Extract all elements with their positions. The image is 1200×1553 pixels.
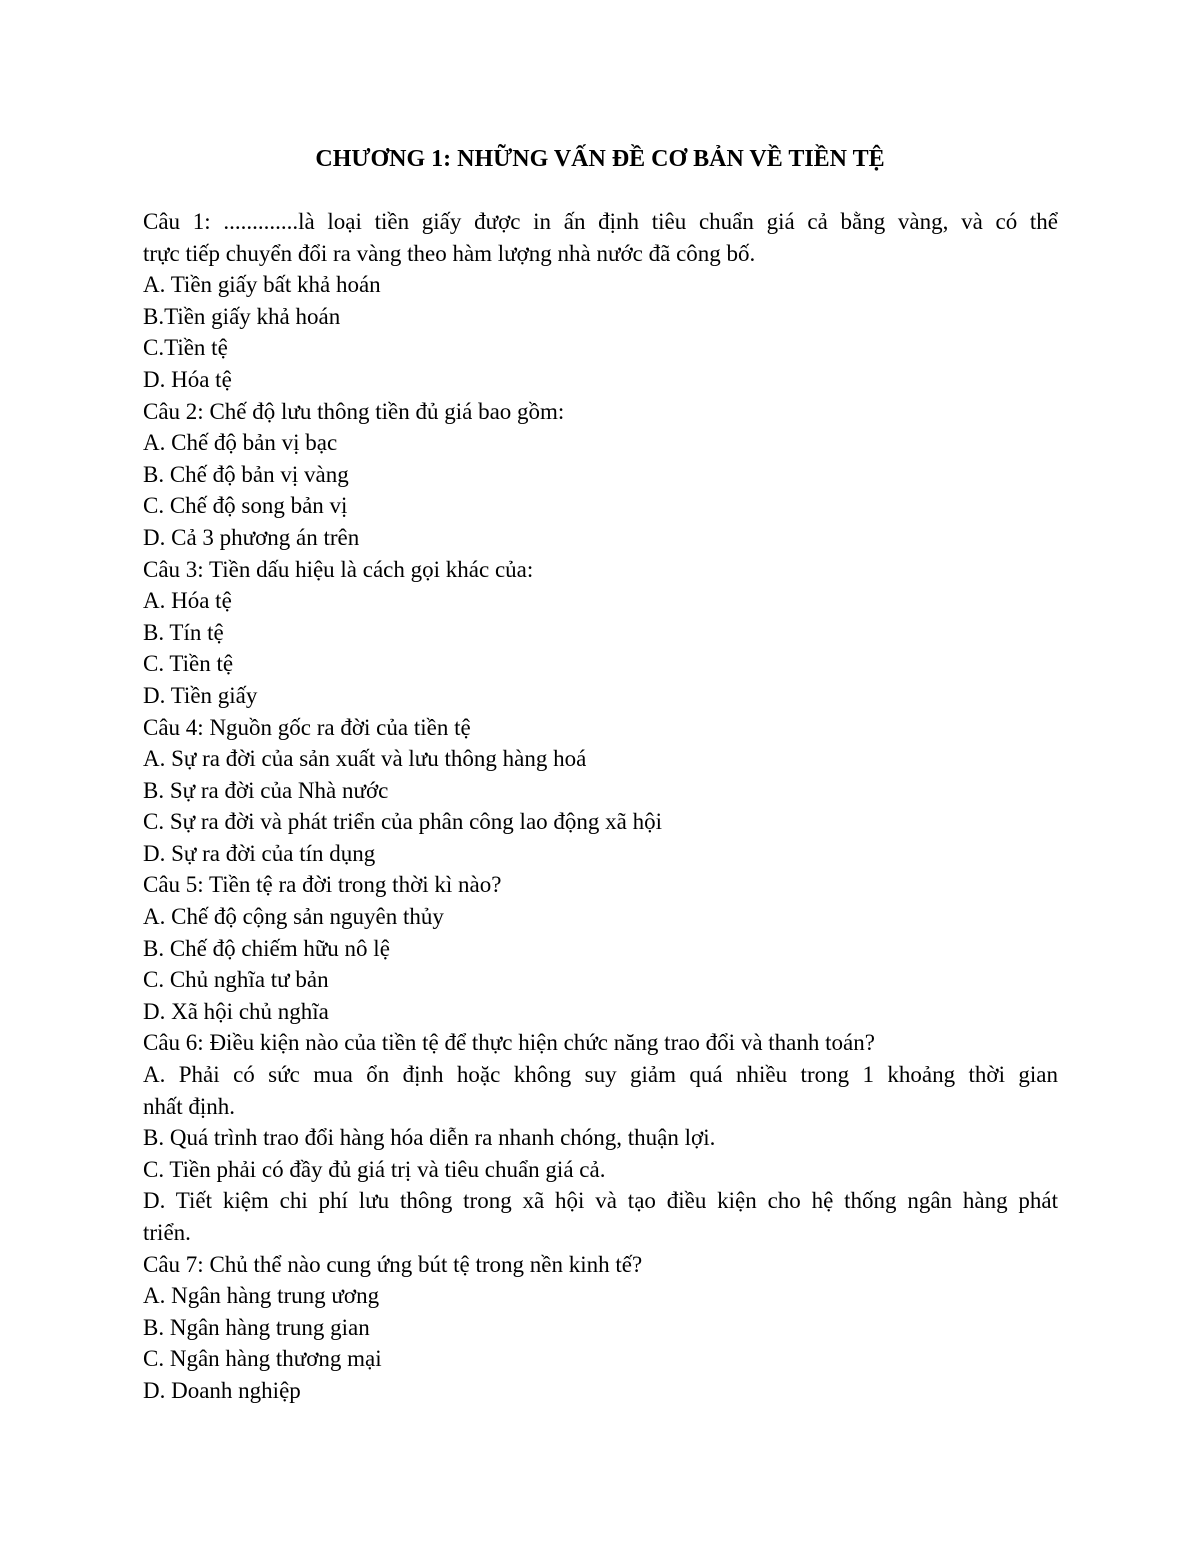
option-3a: A. Hóa tệ (143, 588, 232, 614)
option-6a-line-2: nhất định. (143, 1093, 235, 1119)
option-7c: C. Ngân hàng thương mại (143, 1346, 382, 1372)
option-4d: D. Sự ra đời của tín dụng (143, 840, 376, 866)
question-block-4 (143, 712, 1058, 870)
question-6-line-1: Câu 6: Điều kiện nào của tiền tệ để thực hiện chức năng trao đổi và thanh toán? (143, 1030, 875, 1056)
question-list (143, 206, 1058, 1407)
question-2-line-1: Câu 2: Chế độ lưu thông tiền đủ giá bao gồm: (143, 398, 565, 424)
option-4b: B. Sự ra đời của Nhà nước (143, 777, 389, 803)
option-5c: C. Chủ nghĩa tư bản (143, 967, 329, 993)
option-7d: D. Doanh nghiệp (143, 1377, 301, 1403)
option-7b: B. Ngân hàng trung gian (143, 1314, 370, 1340)
question-5-line-1: Câu 5: Tiền tệ ra đời trong thời kì nào? (143, 872, 502, 898)
question-4-line-1: Câu 4: Nguồn gốc ra đời của tiền tệ (143, 714, 471, 740)
option-1d: D. Hóa tệ (143, 366, 232, 392)
option-1a: A. Tiền giấy bất khả hoán (143, 272, 381, 298)
option-1c: C.Tiền tệ (143, 335, 228, 361)
question-1-line-2: trực tiếp chuyển đổi ra vàng theo hàm lượng nhà nước đã công bố. (143, 240, 756, 266)
option-2b: B. Chế độ bản vị vàng (143, 461, 349, 487)
option-2a: A. Chế độ bản vị bạc (143, 430, 338, 456)
option-6d-line-1: D. Tiết kiệm chi phí lưu thông trong xã hội và tạo điều kiện cho hệ thống ngân hàng phát (143, 1188, 1058, 1214)
question-1-line-1: Câu 1: .............là loại tiền giấy được in ấn định tiêu chuẩn giá cả bằng vàng, và có thể (143, 209, 1058, 234)
chapter-title: CHƯƠNG 1: NHỮNG VẤN ĐỀ CƠ BẢN VỀ TIỀN TỆ (315, 146, 885, 172)
option-7a: A. Ngân hàng trung ương (143, 1283, 380, 1309)
option-6d-line-2: triển. (143, 1220, 191, 1245)
option-2d: D. Cả 3 phương án trên (143, 524, 360, 550)
question-block-6 (143, 1027, 1058, 1248)
option-3b: B. Tín tệ (143, 619, 224, 645)
question-block-2 (143, 396, 1058, 554)
option-2c: C. Chế độ song bản vị (143, 493, 348, 519)
option-6a-line-1: A. Phải có sức mua ổn định hoặc không suy giảm quá nhiều trong 1 khoảng thời gian (143, 1062, 1058, 1088)
question-block-1 (143, 206, 1058, 396)
option-3c: C. Tiền tệ (143, 651, 234, 677)
option-4c: C. Sự ra đời và phát triển của phân công lao động xã hội (143, 809, 663, 835)
question-block-7 (143, 1249, 1058, 1407)
option-6b: B. Quá trình trao đổi hàng hóa diễn ra nhanh chóng, thuận lợi. (143, 1125, 716, 1151)
question-7-line-1: Câu 7: Chủ thể nào cung ứng bút tệ trong nền kinh tế? (143, 1251, 643, 1277)
question-block-3 (143, 554, 1058, 712)
option-6c: C. Tiền phải có đầy đủ giá trị và tiêu chuẩn giá cả. (143, 1156, 606, 1182)
option-3d: D. Tiền giấy (143, 682, 258, 708)
question-block-5 (143, 869, 1058, 1027)
option-1b: B.Tiền giấy khả hoán (143, 303, 341, 329)
option-5a: A. Chế độ cộng sản nguyên thủy (143, 904, 444, 930)
option-4a: A. Sự ra đời của sản xuất và lưu thông hàng hoá (143, 746, 587, 772)
option-5b: B. Chế độ chiếm hữu nô lệ (143, 935, 390, 961)
option-5d: D. Xã hội chủ nghĩa (143, 998, 329, 1024)
question-3-line-1: Câu 3: Tiền dấu hiệu là cách gọi khác của: (143, 556, 534, 582)
